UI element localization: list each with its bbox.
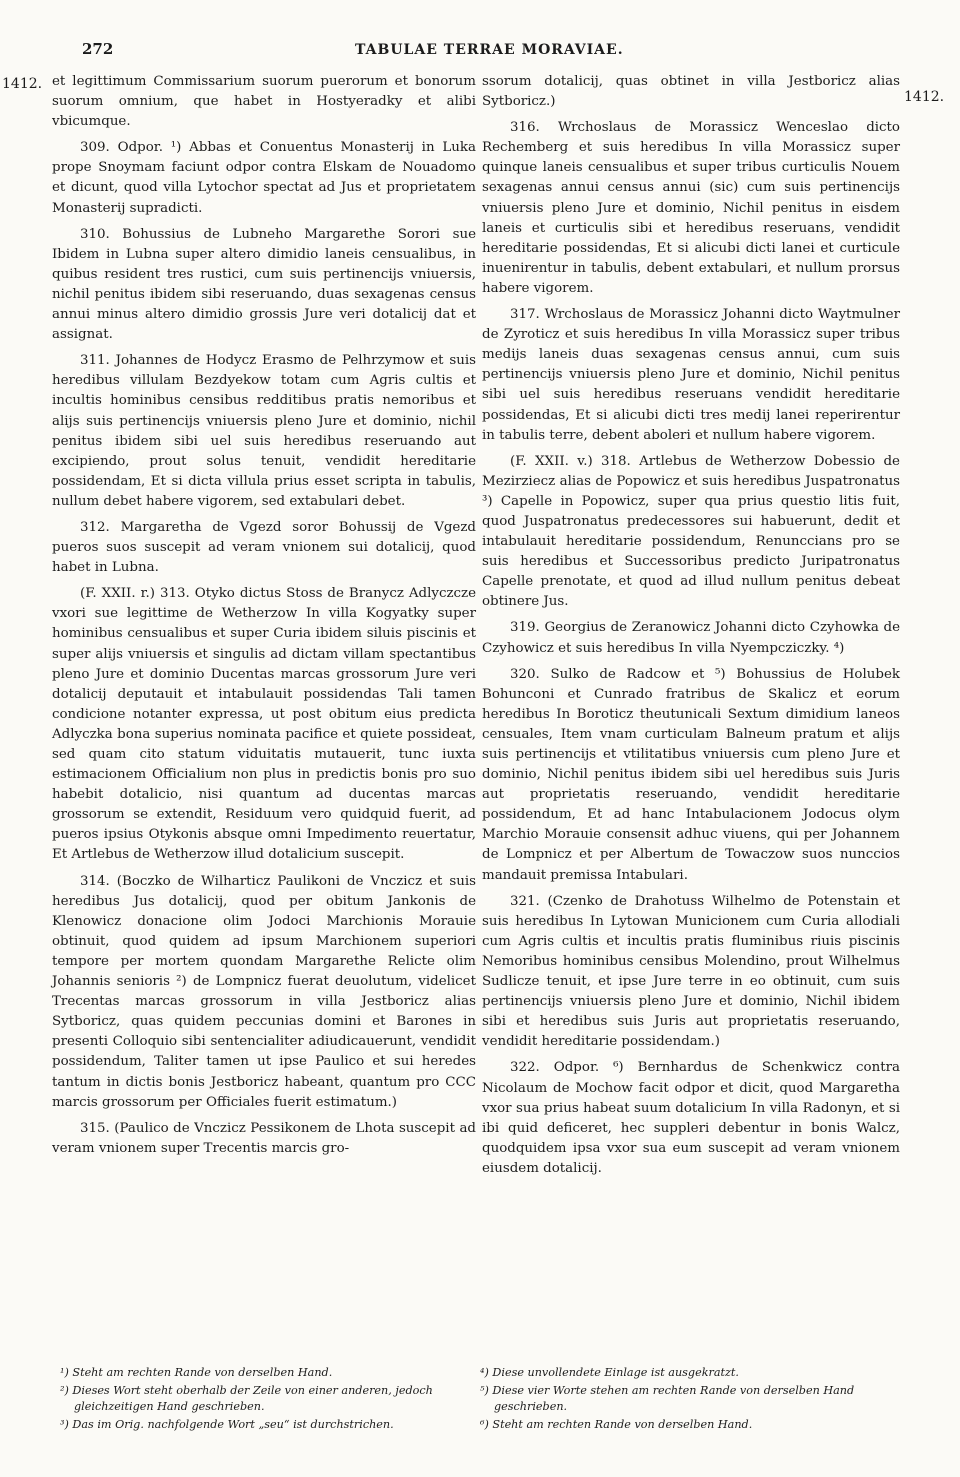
entry-317: 317. Wrchoslaus de Morassicz Johanni dicto Waytmulner de Zyroticz et suis heredibus In villa Morassicz super tribus medijs laneis duas sexagenas census annui, cum suis pertinencijs vniuersis pleno Jure et dominio, Nichil penitus sibi uel suis heredibus reseruans vendidit hereditarie possidendas, Et si alicubi dicti tres medij lanei reperirentur in tabulis terre, debent aboleri et nullum habere vigorem.	[482, 307, 900, 443]
footnote-6: ⁶) Steht am rechten Rande von derselben Hand.	[480, 1418, 753, 1431]
entry-314: 314. (Boczko de Wilharticz Paulikoni de Vnczicz et suis heredibus Jus dotalicij, quod per obitum Jankonis de Klenowicz donacione olim Jodoci Marchionis Morauie obtinuit, quod quidem ad ipsum Marchionem superiori tempore per mortem quondam Margarethe Relicte olim Johannis senioris ²) de Lompnicz fuerat deuolutum, videlicet Trecentas marcas grossorum in villa Jestboricz alias Sytboricz, quas quidem peccunias domini et Barones in presenti Colloquio sibi sentencialiter adiudicauerunt, vendidit possidendum, Taliter tamen ut ipse Paulico et sui heredes tantum in dictis bonis Jestboricz habeant, quantum pro CCC marcis grossorum per Officiales fuerit estimatum.)	[52, 873, 476, 1110]
entry-320: 320. Sulko de Radcow et ⁵) Bohussius de Holubek Bohunconi et Cunrado fratribus de Skalicz et eorum heredibus In Boroticz theutunicali Sextum dimidium laneos censuales, Item vnam curticulam Balneum pratum et alijs suis pertinencijs et vtilitatibus vniuersis cum pleno Jure et dominio, Nichil penitus ibidem sibi uel heredibus suis Juris aut proprietatis reseruando, vendidit hereditarie possidendum, Et ad hanc Intabulacionem Jodocus olym Marchio Morauie consensit adhuc viuens, qui per Johannem de Lompnicz et per Albertum de Towaczow suos nunccios mandauit premissa Intabulari.	[482, 666, 900, 883]
entry-310: 310. Bohussius de Lubneho Margarethe Sorori sue Ibidem in Lubna super altero dimidio laneis censualibus, in quibus resident tres rustici, cum suis pertinencijs vniuersis, nichil penitus ibidem sibi reseruando, duas sexagenas census annui minus altero dimidio grossis Jure veri dotalicij dat et assignat.	[52, 226, 476, 343]
right-column	[482, 72, 900, 1185]
entry-315: 315. (Paulico de Vnczicz Pessikonem de Lhota suscepit ad veram vnionem super Trecentis marcis gro-	[52, 1120, 476, 1156]
entry-continuation: ssorum dotalicij, quas obtinet in villa Jestboricz alias Sytboricz.)	[482, 74, 900, 110]
footnote-4: ⁴) Diese unvollendete Einlage ist ausgekratzt.	[480, 1366, 739, 1379]
footnote-3: ³) Das im Orig. nachfolgende Wort „seu“ ist durchstrichen.	[60, 1418, 394, 1431]
entry-321: 321. (Czenko de Drahotuss Wilhelmo de Potenstain et suis heredibus In Lytowan Municionem cum Curia allodiali cum Agris cultis et incultis pratis fluminibus riuis piscinis Nemoribus hominibus censibus Molendino, prout Wilhelmus Sudlicze tenuit, et ipse Jure terre in eo obtinuit, cum suis pertinencijs vniuersis pleno Jure et dominio, Nichil ibidem sibi et heredibus suis Juris aut proprietatis reseruando, vendidit hereditarie possidendam.)	[482, 893, 900, 1050]
entry-316: 316. Wrchoslaus de Morassicz Wenceslao dicto Rechemberg et suis heredibus In villa Morassicz super quinque laneis censualibus et super tribus curticulis Nouem sexagenas annui census annui (sic) cum suis pertinencijs vniuersis pleno Jure et dominio, Nichil penitus in eisdem laneis et curticulis sibi et heredibus reseruans, vendidit hereditarie possidendas, Et si alicubi dicti lanei et curticule inuenirentur in tabulis, debent extabulari, et nullum prorsus habere vigorem.	[482, 120, 900, 296]
running-title: TABULAE TERRAE MORAVIAE.	[355, 42, 624, 58]
footnote-2: ²) Dieses Wort steht oberhalb der Zeile von einer anderen, jedoch gleichzeitigen Hand geschrieben.	[60, 1384, 433, 1413]
entry-322: 322. Odpor. ⁶) Bernhardus de Schenkwicz contra Nicolaum de Mochow facit odpor et dicit, quod Margaretha vxor sua prius habeat suum dotalicium In villa Radonyn, et si ibi quid deficeret, hec suppleri debentur in bonis Walcz, quodquidem ipsa vxor sua eum suscepit ad veram vnionem eiusdem dotalicij.	[482, 1060, 900, 1176]
page-number: 272	[82, 40, 114, 58]
margin-year-right: 1412.	[904, 89, 945, 105]
entry-318: (F. XXII. v.) 318. Artlebus de Wetherzow Dobessio de Mezirziecz alias de Popowicz et suis heredibus Juspatronatus ³) Capelle in Popowicz, super qua prius questio litis fuit, quod Juspatronatus predecessores sui habuerunt, dedit et intabulauit hereditarie possidendum, Renunccians pro se suis heredibus et Successoribus predicto Juripatronatus Capelle prenotate, et quod ad illud nullum penitus debeat obtinere Jus.	[482, 453, 900, 610]
left-column	[52, 72, 476, 1165]
footnotes-right	[480, 1365, 880, 1435]
entry-continuation: et legittimum Commissarium suorum puerorum et bonorum suorum omnium, que habet in Hostyeradky et alibi vbicumque.	[52, 74, 476, 130]
footnote-5: ⁵) Diese vier Worte stehen am rechten Rande von derselben Hand geschrieben.	[480, 1384, 855, 1413]
entry-313: (F. XXII. r.) 313. Otyko dictus Stoss de Branycz Adlyczcze vxori sue legittime de Wetherzow In villa Kogyatky super hominibus censualibus et super Curia ibidem siluis piscinis et super alijs vniuersis et singulis ad dictam villam spectantibus pleno Jure et dominio Ducentas marcas grossorum Jure veri dotalicij deputauit et intabulauit possidendas Tali tamen condicione notanter expressa, ut post obitum eius predicta Adlyczka bona superius nominata pacifice et quiete possideat, sed quam cito statum viduitatis mutauerit, tunc iuxta estimacionem Officialium non plus in predictis bonis pro suo habebit dotalicio, nisi quantum ad ducentas marcas grossorum se extendit, Residuum vero quidquid fuerit, ad pueros ipsius Otykonis absque omni Impedimento reuertatur, Et Artlebus de Wetherzow illud dotalicium suscepit.	[52, 586, 476, 863]
page-header	[0, 40, 960, 66]
footnotes-left	[60, 1365, 460, 1435]
entry-309: 309. Odpor. ¹) Abbas et Conuentus Monasterij in Luka prope Snoymam faciunt odpor contra Elskam de Nouadomo et dicunt, quod villa Lytochor spectat ad Jus et proprietatem Monasterij supradicti.	[52, 140, 476, 216]
entry-319: 319. Georgius de Zeranowicz Johanni dicto Czyhowka de Czyhowicz et suis heredibus In villa Nyempcziczky. ⁴)	[482, 620, 900, 656]
entry-312: 312. Margaretha de Vgezd soror Bohussij de Vgezd pueros suos suscepit ad veram vnionem sui dotalicij, quod habet in Lubna.	[52, 519, 476, 576]
footnote-1: ¹) Steht am rechten Rande von derselben Hand.	[60, 1366, 333, 1379]
entry-311: 311. Johannes de Hodycz Erasmo de Pelhrzymow et suis heredibus villulam Bezdyekow totam cum Agris cultis et incultis hominibus censibus redditibus pratis nemoribus et alijs suis pertinencijs vniuersis pleno Jure et dominio, nichil penitus ibidem sibi uel suis heredibus reseruando aut excipiendo, prout solus tenuit, vendidit hereditarie possidendam, Et si dicta villula prius esset scripta in tabulis, nullum debet habere vigorem, sed extabulari debet.	[52, 353, 476, 509]
margin-year-left: 1412.	[2, 76, 43, 92]
